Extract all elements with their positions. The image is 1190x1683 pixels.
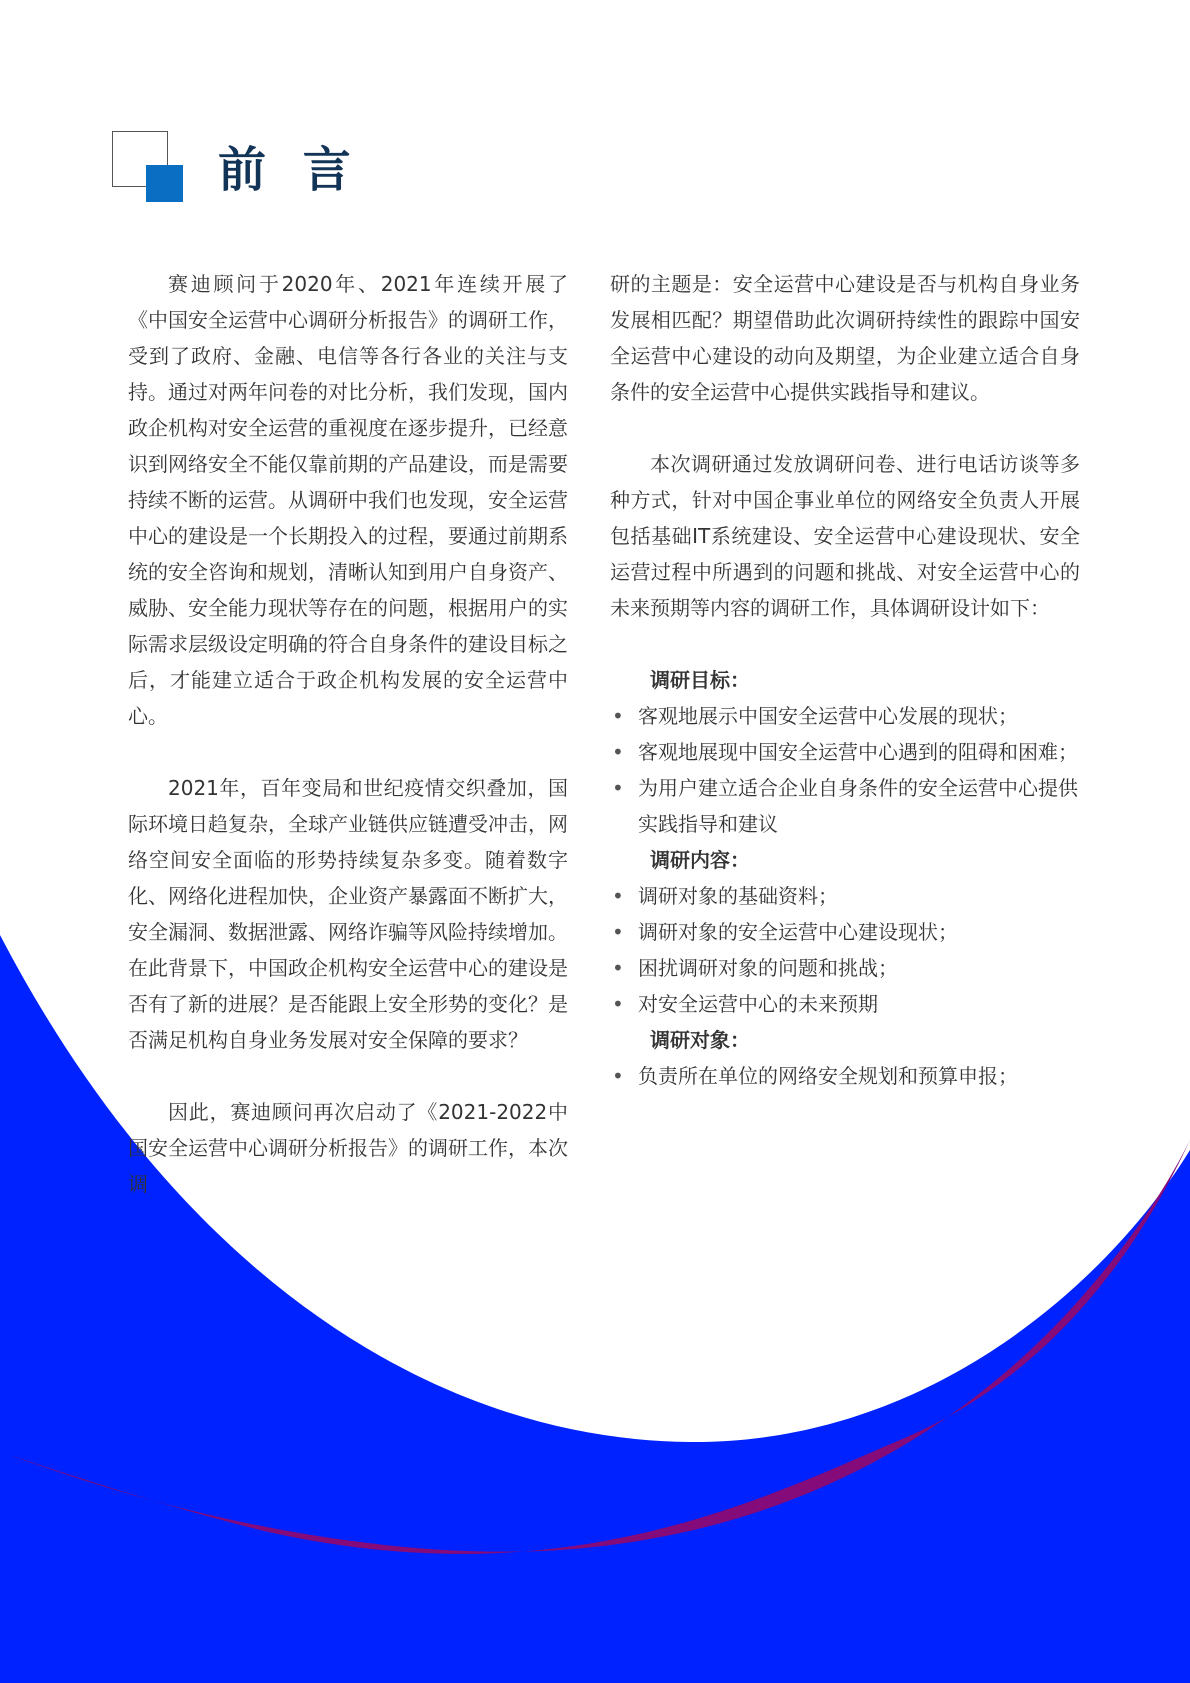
content-list <box>610 878 1080 1022</box>
title-square-icon <box>112 131 184 203</box>
title-square-fill <box>146 165 183 202</box>
bullet-icon: • <box>612 740 624 764</box>
list-item: • 为用户建立适合企业自身条件的安全运营中心提供实践指导和建议 <box>610 770 1080 842</box>
paragraph-intro: 赛迪顾问于2020年、2021年连续开展了《中国安全运营中心调研分析报告》的调研工作，受到了政府、金融、电信等各行各业的关注与支持。通过对两年问卷的对比分析，我们发现，国内政企机构对安全运营的重视度在逐步提升，已经意识到网络安全不能仅靠前期的产品建设，而是需要持续不断的运营。从调研中我们也发现，安全运营中心的建设是一个长期投入的过程，要通过前期系统的安全咨询和规划，清晰认知到用户自身资产、威胁、安全能力现状等存在的问题，根据用户的实际需求层级设定明确的符合自身条件的建设目标之后，才能建立适合于政企机构发展的安全运营中心。 <box>128 272 568 728</box>
bullet-icon: • <box>612 776 624 800</box>
list-item: • 客观地展现中国安全运营中心遇到的阻碍和困难； <box>610 734 1080 770</box>
bullet-icon: • <box>612 884 624 908</box>
goals-list <box>610 698 1080 842</box>
section-title-goals: 调研目标： <box>650 668 750 692</box>
list-item: • 调研对象的基础资料； <box>610 878 1080 914</box>
list-item: • 负责所在单位的网络安全规划和预算申报； <box>610 1058 1080 1094</box>
section-title-content: 调研内容： <box>650 848 750 872</box>
subjects-list <box>610 1058 1080 1094</box>
page-title: 前 言 <box>218 142 361 198</box>
bullet-icon: • <box>612 956 624 980</box>
paragraph-context: 2021年，百年变局和世纪疫情交织叠加，国际环境日趋复杂，全球产业链供应链遭受冲击，网络空间安全面临的形势持续复杂多变。随着数字化、网络化进程加快，企业资产暴露面不断扩大，安全漏洞、数据泄露、网络诈骗等风险持续增加。在此背景下，中国政企机构安全运营中心的建设是否有了新的进展？是否能跟上安全形势的变化？是否满足机构自身业务发展对安全保障的要求？ <box>128 776 568 1052</box>
list-item: • 调研对象的安全运营中心建设现状； <box>610 914 1080 950</box>
bullet-icon: • <box>612 992 624 1016</box>
list-item: • 困扰调研对象的问题和挑战； <box>610 950 1080 986</box>
list-item: • 客观地展示中国安全运营中心发展的现状； <box>610 698 1080 734</box>
paragraph-method: 本次调研通过发放调研问卷、进行电话访谈等多种方式，针对中国企事业单位的网络安全负责人开展包括基础IT系统建设、安全运营中心建设现状、安全运营过程中所遇到的问题和挑战、对安全运营中心的未来预期等内容的调研工作，具体调研设计如下： <box>610 452 1080 620</box>
section-title-subjects: 调研对象： <box>650 1028 750 1052</box>
bullet-icon: • <box>612 704 624 728</box>
left-column <box>128 266 568 1202</box>
bullet-icon: • <box>612 1064 624 1088</box>
bullet-icon: • <box>612 920 624 944</box>
right-column <box>610 266 1080 1094</box>
paragraph-continuation: 研的主题是：安全运营中心建设是否与机构自身业务发展相匹配？期望借助此次调研持续性的跟踪中国安全运营中心建设的动向及期望，为企业建立适合自身条件的安全运营中心提供实践指导和建议。 <box>610 272 1080 404</box>
paragraph-launch: 因此，赛迪顾问再次启动了《2021-2022中国安全运营中心调研分析报告》的调研工作，本次调 <box>128 1100 568 1196</box>
list-item: • 对安全运营中心的未来预期 <box>610 986 1080 1022</box>
